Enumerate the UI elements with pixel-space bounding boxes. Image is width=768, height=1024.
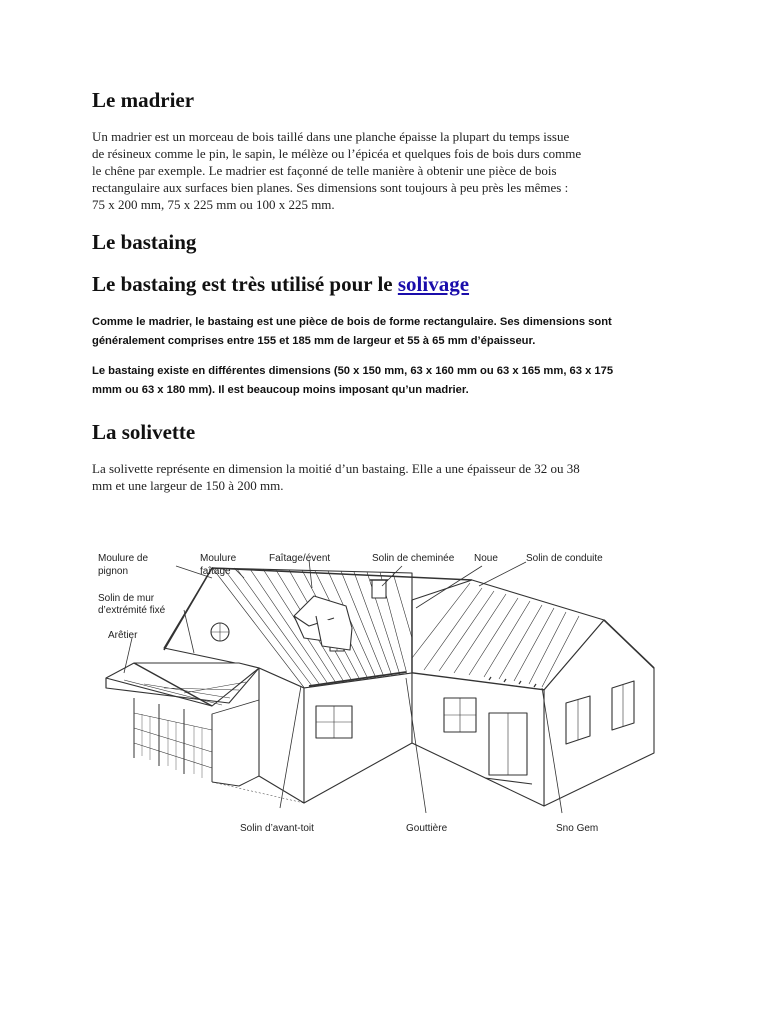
label-faitage-event: Faîtage/évent <box>269 553 331 564</box>
text-line: le chêne par exemple. Le madrier est façonné de telle manière à obtenir une pièce de bois <box>92 163 557 178</box>
text-line: mm et une largeur de 150 à 200 mm. <box>92 478 284 493</box>
text-line: Le bastaing existe en différentes dimensions (50 x 150 mm, 63 x 160 mm ou 63 x 165 mm, 63 x 175 <box>92 365 614 377</box>
subheading-text: Le bastaing est très utilisé pour le <box>92 272 398 296</box>
paragraph-bastaing-2 <box>92 362 692 400</box>
text-line: La solivette représente en dimension la moitié d’un bastaing. Elle a une épaisseur de 32 ou 38 <box>92 461 580 476</box>
label-solin-mur-2: d’extrémité fixé <box>98 605 166 616</box>
text-line: de résineux comme le pin, le sapin, le mélèze ou l’épicéa et quelques fois de bois durs comme <box>92 146 582 161</box>
label-gouttiere: Gouttière <box>406 823 448 834</box>
text-line: Comme le madrier, le bastaing est une pièce de bois de forme rectangulaire. Ses dimensions sont <box>92 316 612 328</box>
subheading-bastaing <box>92 272 469 296</box>
paragraph-solivette <box>92 460 692 494</box>
wing-front-wall <box>412 673 544 806</box>
text-line: Un madrier est un morceau de bois taillé dans une planche épaisse la plupart du temps issue <box>92 129 570 144</box>
text-line: généralement comprises entre 155 et 185 mm de largeur et 55 à 65 mm d’épaisseur. <box>92 335 536 347</box>
porch <box>106 663 259 786</box>
label-solin-mur-1: Solin de mur <box>98 593 155 604</box>
label-solin-conduite: Solin de conduite <box>526 553 603 564</box>
text-line: rectangulaire aux surfaces bien planes. Ses dimensions sont toujours à peu près les mêmes : <box>92 180 569 195</box>
label-solin-avant-toit: Solin d’avant-toit <box>240 823 314 834</box>
roof-diagram <box>94 538 674 843</box>
label-moulure-pignon-1: Moulure de <box>98 553 149 564</box>
heading-bastaing: Le bastaing <box>92 230 197 254</box>
label-sno-gem: Sno Gem <box>556 823 599 834</box>
label-aretier: Arêtier <box>108 630 138 641</box>
label-moulure-pignon-2: pignon <box>98 566 129 577</box>
text-line: 75 x 200 mm, 75 x 225 mm ou 100 x 225 mm. <box>92 197 335 212</box>
paragraph-bastaing-1 <box>92 313 692 351</box>
solivage-link[interactable]: solivage <box>397 272 470 296</box>
label-noue: Noue <box>474 553 498 564</box>
heading-madrier: Le madrier <box>92 88 195 112</box>
paragraph-madrier <box>92 128 692 213</box>
text-line: mmm ou 63 x 180 mm). Il est beaucoup moins imposant qu’un madrier. <box>92 384 469 396</box>
heading-solivette: La solivette <box>92 420 196 444</box>
label-solin-cheminee: Solin de cheminée <box>372 553 455 564</box>
label-moulure-faitage-1: Moulure <box>200 553 237 564</box>
main-front-wall <box>259 668 412 803</box>
label-moulure-faitage-2: faîtage <box>200 566 231 577</box>
